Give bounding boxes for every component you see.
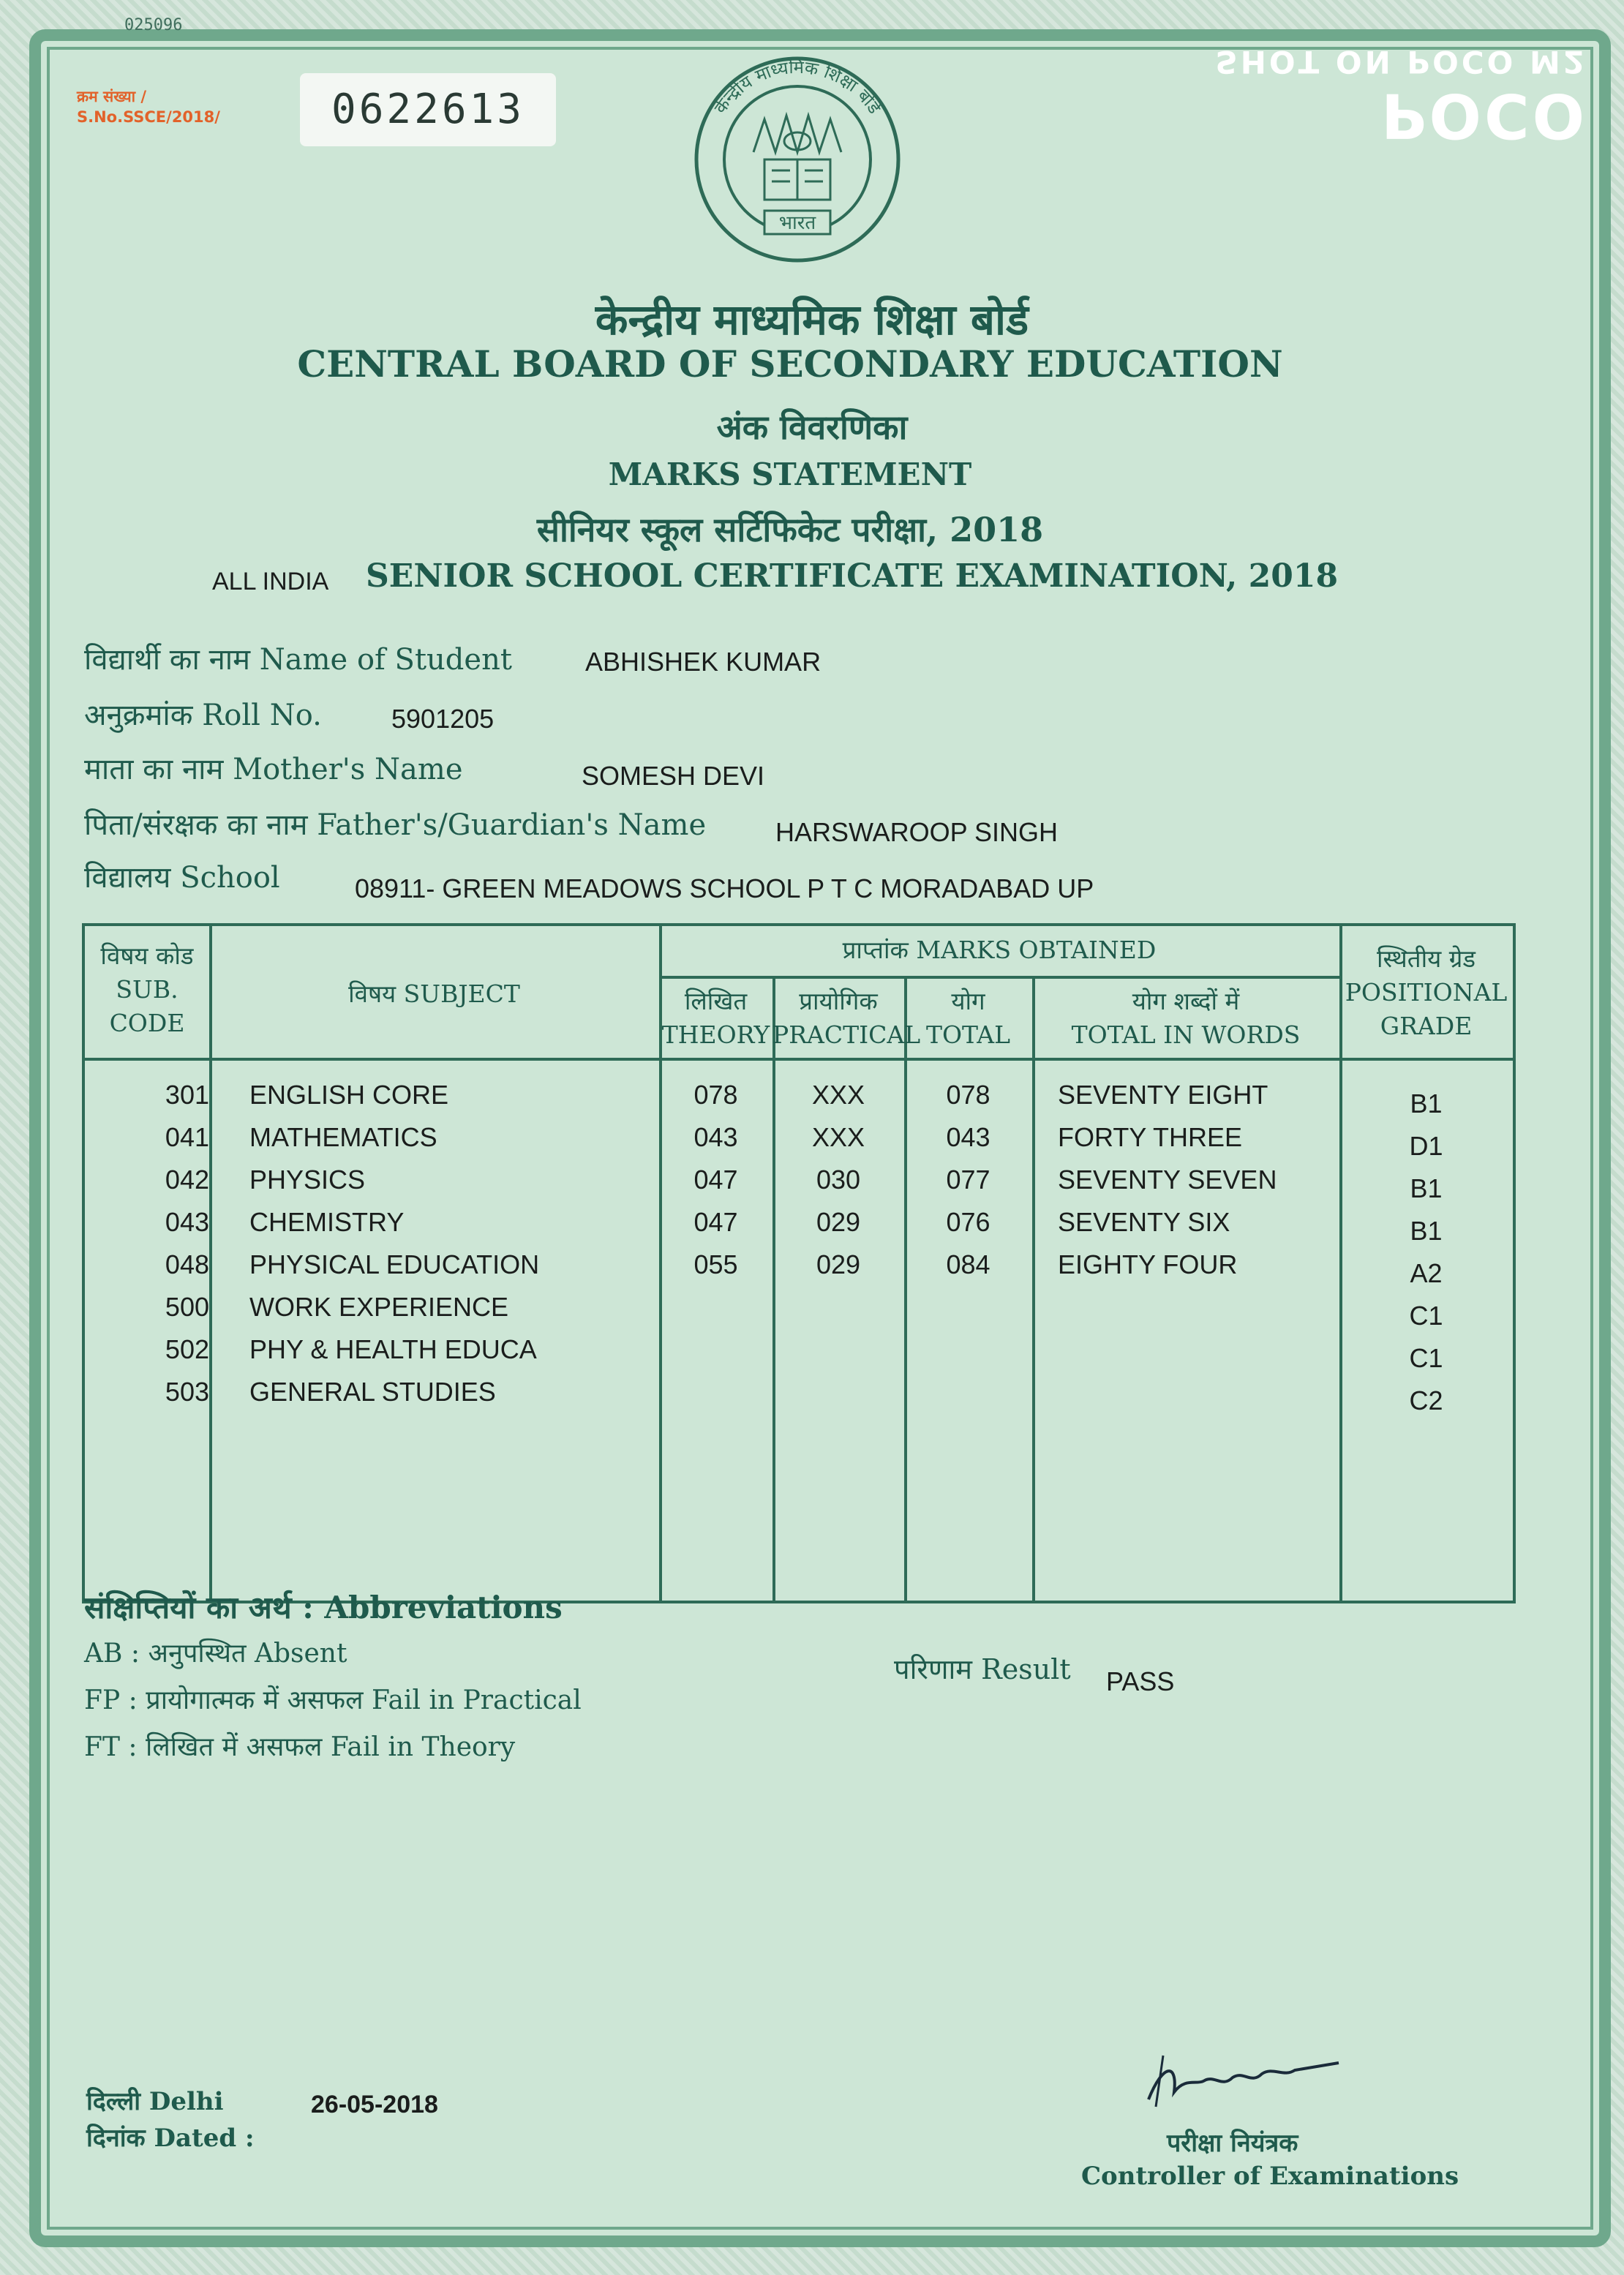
row-theory: 055 (693, 1249, 738, 1279)
header-total-in-words (1032, 985, 1339, 1052)
watermark-text: SHOT ON POCO M2 (1215, 44, 1587, 80)
row-theory: 078 (693, 1080, 738, 1110)
board-name-english: CENTRAL BOARD OF SECONDARY EDUCATION (297, 342, 1283, 386)
row-subject: GENERAL STUDIES (249, 1377, 496, 1407)
dated-label: दिनांक Dated : (86, 2124, 255, 2153)
mother-name-label: माता का नाम Mother's Name (84, 753, 463, 786)
header-code-en2: CODE (109, 1009, 185, 1037)
mother-name: SOMESH DEVI (582, 761, 765, 791)
place-label: दिल्ली Delhi (86, 2087, 224, 2116)
row-subject: PHYSICAL EDUCATION (249, 1249, 540, 1279)
row-words: SEVENTY EIGHT (1058, 1080, 1268, 1110)
serial-number: 0622613 (300, 73, 556, 146)
row-subject: PHY & HEALTH EDUCA (249, 1334, 537, 1364)
header-theory (659, 985, 772, 1052)
board-name-hindi: केन्द्रीय माध्यमिक शिक्षा बोर्ड (595, 295, 1029, 345)
cbse-emblem-icon (688, 50, 907, 269)
row-subject: PHYSICS (249, 1165, 366, 1195)
signature-icon (1134, 2048, 1353, 2121)
abbreviation-absent: AB : अनुपस्थित Absent (84, 1639, 347, 1669)
row-total: 077 (946, 1165, 990, 1195)
marks-table (82, 923, 1516, 1603)
school-name: 08911- GREEN MEADOWS SCHOOL P T C MORADABAD UP (355, 873, 1094, 903)
row-grade: C1 (1409, 1301, 1443, 1331)
roll-number: 5901205 (391, 704, 495, 734)
student-name-label: विद्यार्थी का नाम Name of Student (84, 643, 512, 677)
row-subject: CHEMISTRY (249, 1207, 405, 1237)
exam-title-hindi: सीनियर स्कूल सर्टिफिकेट परीक्षा, 2018 (536, 510, 1044, 549)
row-practical: XXX (811, 1122, 865, 1152)
row-grade: C2 (1409, 1385, 1443, 1415)
header-theory-en: THEORY (661, 1020, 770, 1049)
document-title-english: MARKS STATEMENT (608, 456, 972, 492)
all-india-label: ALL INDIA (212, 568, 329, 595)
row-subject: MATHEMATICS (249, 1122, 437, 1152)
row-grade: D1 (1409, 1131, 1443, 1161)
watermark-brand: POCO (1380, 80, 1587, 151)
row-grade: A2 (1410, 1258, 1443, 1288)
roll-number-label: अनुक्रमांक Roll No. (84, 699, 322, 732)
header-practical-hi: प्रायोगिक (799, 987, 878, 1015)
row-code: 500 (165, 1292, 209, 1322)
father-name-label: पिता/संरक्षक का नाम Father's/Guardian's Name (84, 808, 707, 842)
result-label: परिणाम Result (894, 1653, 1071, 1685)
row-code: 043 (165, 1207, 209, 1237)
emblem-ring-text: केन्द्रीय माध्यमिक शिक्षा बोर्ड (710, 56, 885, 118)
row-total: 078 (946, 1080, 990, 1110)
header-words-en: TOTAL IN WORDS (1071, 1020, 1301, 1049)
header-sub-code (85, 939, 209, 1040)
row-code: 503 (165, 1377, 209, 1407)
father-name: HARSWAROOP SINGH (775, 817, 1059, 847)
row-code: 048 (165, 1249, 209, 1279)
row-code: 042 (165, 1165, 209, 1195)
student-name: ABHISHEK KUMAR (585, 647, 822, 677)
row-code: 041 (165, 1122, 209, 1152)
header-positional-grade (1339, 942, 1513, 1043)
row-theory: 047 (693, 1165, 738, 1195)
row-grade: B1 (1410, 1216, 1443, 1246)
row-subject: ENGLISH CORE (249, 1080, 449, 1110)
result-value: PASS (1106, 1666, 1175, 1696)
camera-watermark (1215, 44, 1587, 156)
row-theory: 047 (693, 1207, 738, 1237)
header-total-hi: योग (951, 987, 985, 1015)
row-theory: 043 (693, 1122, 738, 1152)
row-practical: 030 (816, 1165, 861, 1195)
header-practical-en: PRACTICAL (772, 1020, 921, 1049)
abbreviations-title: संक्षिप्तियों का अर्थ : Abbreviations (84, 1590, 563, 1625)
header-grade-hi: स्थितीय ग्रेड (1376, 944, 1476, 973)
row-practical: XXX (811, 1080, 865, 1110)
header-grade-en2: GRADE (1380, 1012, 1473, 1040)
header-subject: विषय SUBJECT (348, 979, 520, 1008)
row-grade: B1 (1410, 1088, 1443, 1118)
header-marks-obtained: प्राप्तांक MARKS OBTAINED (842, 936, 1157, 964)
emblem-bottom-text: भारत (778, 212, 816, 234)
header-code-hi: विषय कोड (100, 941, 194, 970)
serial-label-en: S.No.SSCE/2018/ (77, 108, 220, 126)
row-words: FORTY THREE (1058, 1122, 1243, 1152)
row-grade: B1 (1410, 1173, 1443, 1203)
row-practical: 029 (816, 1207, 861, 1237)
row-subject: WORK EXPERIENCE (249, 1292, 509, 1322)
serial-label (77, 86, 220, 127)
top-serial: 025096 (124, 16, 183, 34)
row-words: SEVENTY SEVEN (1058, 1165, 1277, 1195)
header-theory-hi: लिखित (684, 987, 748, 1015)
serial-label-hi: क्रम संख्या / (77, 88, 147, 105)
exam-title-english: SENIOR SCHOOL CERTIFICATE EXAMINATION, 2018 (366, 557, 1339, 595)
header-practical (772, 985, 921, 1052)
row-total: 084 (946, 1249, 990, 1279)
header-total-en: TOTAL (925, 1020, 1011, 1049)
row-practical: 029 (816, 1249, 861, 1279)
row-words: EIGHTY FOUR (1058, 1249, 1238, 1279)
document-title-hindi: अंक विवरणिका (716, 407, 908, 447)
header-total (904, 985, 1032, 1052)
row-code: 301 (165, 1080, 209, 1110)
issue-date: 26-05-2018 (311, 2091, 438, 2118)
row-words: SEVENTY SIX (1058, 1207, 1230, 1237)
abbreviation-fail-practical: FP : प्रायोगात्मक में असफल Fail in Practical (84, 1685, 582, 1715)
header-grade-en1: POSITIONAL (1345, 978, 1508, 1007)
controller-english: Controller of Examinations (1081, 2162, 1459, 2191)
row-total: 076 (946, 1207, 990, 1237)
header-words-hi: योग शब्दों में (1132, 987, 1240, 1015)
row-grade: C1 (1409, 1343, 1443, 1373)
controller-hindi: परीक्षा नियंत्रक (1167, 2129, 1298, 2158)
header-code-en1: SUB. (116, 975, 178, 1004)
abbreviation-fail-theory: FT : लिखित में असफल Fail in Theory (84, 1732, 516, 1762)
school-label: विद्यालय School (84, 861, 280, 895)
row-total: 043 (946, 1122, 990, 1152)
row-code: 502 (165, 1334, 209, 1364)
